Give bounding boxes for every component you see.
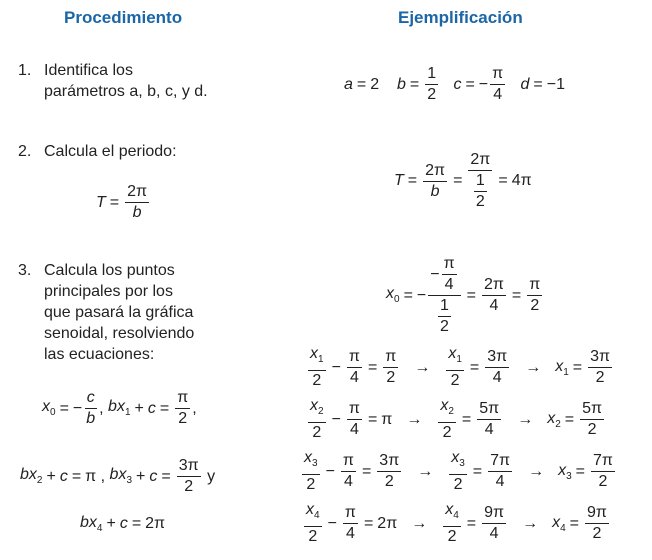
equation-x2-x3: $bx_2$ + c = π , $bx_3$ + c = $\frac{3\pi}{2}$ y bbox=[20, 457, 216, 495]
step-1-line2: parámetros a, b, c, y d. bbox=[44, 83, 208, 100]
period-calculation: T = $\frac{2\pi}{b}$ = $\frac{2\pi}{\frac{1}{2}}$ = 4π bbox=[394, 151, 532, 210]
step-1 bbox=[18, 60, 208, 102]
step-2 bbox=[18, 141, 177, 162]
step-3-line: Calcula los puntos bbox=[44, 262, 175, 279]
step-3-line: principales por los bbox=[44, 283, 173, 300]
header-ejemplificacion: Ejemplificación bbox=[398, 8, 523, 27]
x0-calculation: $x_0$ = − − $\frac{\pi}{4}$ $\frac{1}{2}$ = $\frac{2\pi}{4}$ = $\frac{\pi}{2}$ bbox=[386, 255, 541, 335]
arrow-icon: → bbox=[525, 358, 542, 376]
arrow-icon: → bbox=[522, 514, 539, 532]
step-number: 3. bbox=[18, 262, 32, 279]
solution-row-x2: $\frac{x_2}{2}$ − $\frac{\pi}{4}$ = π → $\frac{x_2}{2}$ = $\frac{5\pi}{4}$ → $x_2$ = $\frac{5\pi}{2}$ bbox=[310, 397, 603, 442]
arrow-icon: → bbox=[517, 410, 534, 428]
equation-x0-x1: $x_0$ = − $\frac{c}{b}$ , $bx_1$ + c = $\frac{\pi}{2}$ , bbox=[42, 389, 197, 427]
arrow-icon: → bbox=[414, 358, 431, 376]
step-2-text: Calcula el periodo: bbox=[44, 143, 177, 160]
solution-row-x1: $\frac{x_1}{2}$ − $\frac{\pi}{4}$ = $\frac{\pi}{2}$ → $\frac{x_1}{2}$ = $\frac{3\pi}{4}$ → $x_1$ = $\frac{3\pi}{2}$ bbox=[310, 345, 611, 390]
header-procedimiento: Procedimiento bbox=[64, 8, 183, 27]
step-3-line: que pasará la gráfica bbox=[44, 304, 194, 321]
step-3-line: las ecuaciones: bbox=[44, 346, 155, 363]
solution-row-x3: $\frac{x_3}{2}$ − $\frac{\pi}{4}$ = $\frac{3\pi}{2}$ → $\frac{x_3}{2}$ = $\frac{7\pi}{4}$ → $x_3$ = $\frac{7\pi}{2}$ bbox=[304, 449, 613, 494]
arrow-icon: → bbox=[528, 462, 545, 480]
arrow-icon: → bbox=[417, 462, 434, 480]
step-3-line: senoidal, resolviendo bbox=[44, 325, 195, 342]
solution-row-x4: $\frac{x_4}{2}$ − $\frac{\pi}{4}$ = 2π → $\frac{x_4}{2}$ = $\frac{9\pi}{4}$ → $x_4$ = $\frac{9\pi}{2}$ bbox=[306, 501, 607, 546]
parameters-row: a = 2 b = $\frac{1}{2}$ c = − $\frac{\pi}{4}$ d = −1 bbox=[344, 65, 566, 103]
period-formula: T = $\frac{2\pi}{b}$ bbox=[96, 183, 148, 221]
equation-x4: $bx_4$ + c = 2π bbox=[80, 514, 166, 535]
arrow-icon: → bbox=[411, 514, 428, 532]
step-number: 1. bbox=[18, 62, 32, 79]
step-number: 2. bbox=[18, 143, 32, 160]
arrow-icon: → bbox=[406, 410, 423, 428]
step-1-line1: Identifica los bbox=[44, 62, 133, 79]
step-3 bbox=[18, 260, 194, 365]
